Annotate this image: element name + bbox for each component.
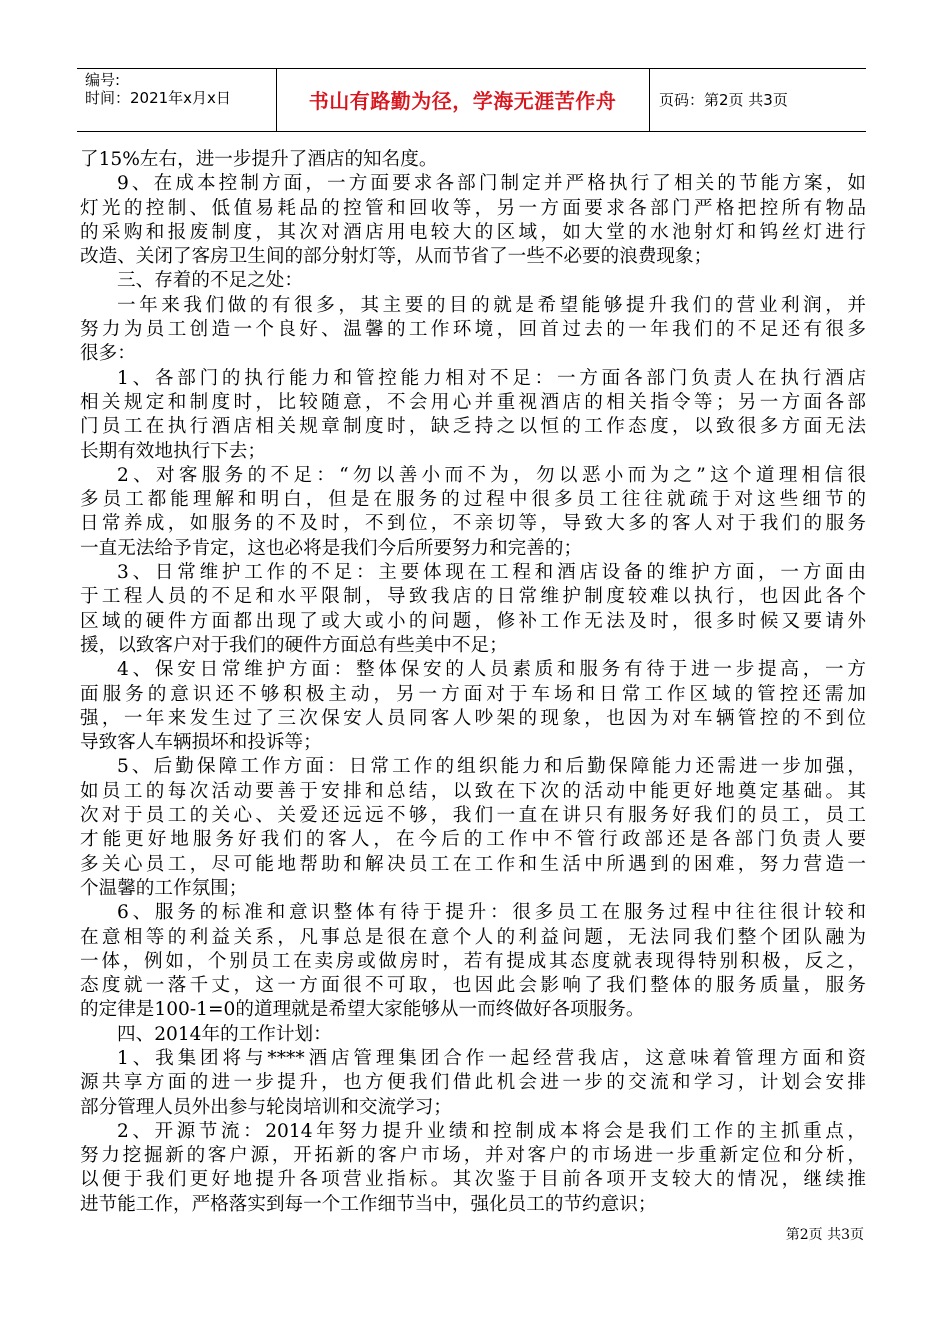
body-text-line: 5、后勤保障工作方面：日常工作的组织能力和后勤保障能力还需进一步加强，: [117, 756, 866, 778]
body-text-line: 改造、关闭了客房卫生间的部分射灯等，从而节省了一些不必要的浪费现象；: [80, 246, 713, 268]
header-page-number: 页码：第2页 共3页: [659, 91, 788, 109]
header-motto-cell: [276, 69, 650, 131]
header-meta-cell: [77, 69, 277, 131]
body-text-line: 的采购和报废制度，其次对酒店用电较大的区域，如大堂的水池射灯和钨丝灯进行: [80, 221, 866, 243]
body-text-line: 进节能工作，严格落实到每一个工作细节当中，强化员工的节约意识；: [80, 1193, 657, 1215]
body-text-line: 如员工的每次活动要善于安排和总结，以致在下次的活动中能更好地奠定基础。其: [80, 780, 866, 802]
body-text-line: 于工程人员的不足和水平限制，导致我店的日常维护制度较难以执行，也因此各个: [80, 586, 866, 608]
body-text-line: 强，一年来发生过了三次保安人员同客人吵架的现象，也因为对车辆管控的不到位: [80, 707, 866, 729]
body-text-line: 部分管理人员外出参与轮岗培训和交流学习；: [80, 1096, 452, 1118]
body-text-line: 了15%左右，进一步提升了酒店的知名度。: [80, 149, 438, 170]
footer-page-number: 第2页 共3页: [785, 1227, 864, 1243]
body-text-line: 多员工都能理解和明白，但是在服务的过程中很多员工往往就疏于对这些细节的: [80, 489, 866, 511]
body-text-line: 3、日常维护工作的不足：主要体现在工程和酒店设备的维护方面，一方面由: [117, 562, 866, 584]
body-text-line: 的定律是100-1=0的道理就是希望大家能够从一而终做好各项服务。: [80, 999, 645, 1021]
body-text-line: 长期有效地执行下去；: [80, 440, 266, 462]
body-text-line: 态度就一落千丈，这一方面很不可取，也因此会影响了我们整体的服务质量，服务: [80, 975, 866, 997]
body-text-line: 1、各部门的执行能力和管控能力相对不足：一方面各部门负责人在执行酒店: [117, 367, 866, 389]
document-number-label: 编号:: [85, 71, 121, 89]
header-motto: 书山有路勤为径，学海无涯苦作舟: [308, 89, 617, 113]
body-text-line: 日常养成，如服务的不及时，不到位，不亲切等，导致大多的客人对于我们的服务: [80, 513, 866, 535]
body-text-line: 多关心员工，尽可能地帮助和解决员工在工作和生活中所遇到的困难，努力营造一: [80, 853, 866, 875]
body-text-line: 以便于我们更好地提升各项营业指标。其次鉴于目前各项开支较大的情况，继续推: [80, 1169, 866, 1191]
body-text-line: 导致客人车辆损坏和投诉等；: [80, 732, 322, 754]
body-text-line: 灯光的控制、低值易耗品的控管和回收等，另一方面要求各部门严格把控所有物品: [80, 197, 866, 219]
body-text-line: 源共享方面的进一步提升，也方便我们借此机会进一步的交流和学习，计划会安排: [80, 1072, 866, 1094]
header-page-cell: [650, 69, 866, 131]
document-header: [77, 68, 866, 132]
body-text-line: 个温馨的工作氛围；: [80, 877, 248, 899]
document-time-label: 时间：2021年x月x日: [85, 89, 231, 107]
body-text-line: 努力为员工创造一个良好、温馨的工作环境，回首过去的一年我们的不足还有很多: [80, 319, 866, 341]
body-text-line: 面服务的意识还不够积极主动，另一方面对于车场和日常工作区域的管控还需加: [80, 683, 866, 705]
body-text-line: 努力挖掘新的客户源，开拓新的客户市场，并对客户的市场进一步重新定位和分析，: [80, 1145, 866, 1167]
body-text-line: 2、开源节流：2014年努力提升业绩和控制成本将会是我们工作的主抓重点，: [117, 1120, 866, 1142]
body-text-line: 四、2014年的工作计划：: [117, 1023, 332, 1045]
document-body: [80, 148, 866, 1217]
body-text-line: 9、在成本控制方面，一方面要求各部门制定并严格执行了相关的节能方案，如: [117, 173, 866, 195]
body-text-line: 区域的硬件方面都出现了或大或小的问题，修补工作无法及时，很多时候又要请外: [80, 610, 866, 632]
body-text-line: 1、我集团将与****酒店管理集团合作一起经营我店，这意味着管理方面和资: [117, 1047, 866, 1069]
body-text-line: 在意相等的利益关系，凡事总是很在意个人的利益问题，无法同我们整个团队融为: [80, 926, 866, 948]
body-text-line: 相关规定和制度时，比较随意，不会用心并重视酒店的相关指令等；另一方面各部: [80, 391, 866, 413]
body-text-line: 4、保安日常维护方面：整体保安的人员素质和服务有待于进一步提高，一方: [117, 659, 866, 681]
body-text-line: 门员工在执行酒店相关规章制度时，缺乏持之以恒的工作态度，以致很多方面无法: [80, 416, 866, 438]
body-text-line: 次对于员工的关心、关爱还远远不够，我们一直在讲只有服务好我们的员工，员工: [80, 805, 866, 827]
body-text-line: 一直无法给予肯定，这也必将是我们今后所要努力和完善的；: [80, 537, 583, 559]
body-text-line: 一年来我们做的有很多，其主要的目的就是希望能够提升我们的营业利润，并: [117, 294, 866, 316]
body-text-line: 三、存着的不足之处：: [117, 270, 303, 292]
body-text-line: 援，以致客户对于我们的硬件方面总有些美中不足；: [80, 634, 508, 656]
body-text-line: 才能更好地服务好我们的客人，在今后的工作中不管行政部还是各部门负责人要: [80, 829, 866, 851]
body-text-line: 很多：: [80, 343, 136, 365]
body-text-line: 一体，例如，个别员工在卖房或做房时，若有提成其态度就表现得特别积极，反之，: [80, 950, 866, 972]
body-text-line: 6、服务的标准和意识整体有待于提升：很多员工在服务过程中往往很计较和: [117, 902, 866, 924]
body-text-line: 2、对客服务的不足：“勿以善小而不为，勿以恶小而为之”这个道理相信很: [117, 464, 866, 486]
